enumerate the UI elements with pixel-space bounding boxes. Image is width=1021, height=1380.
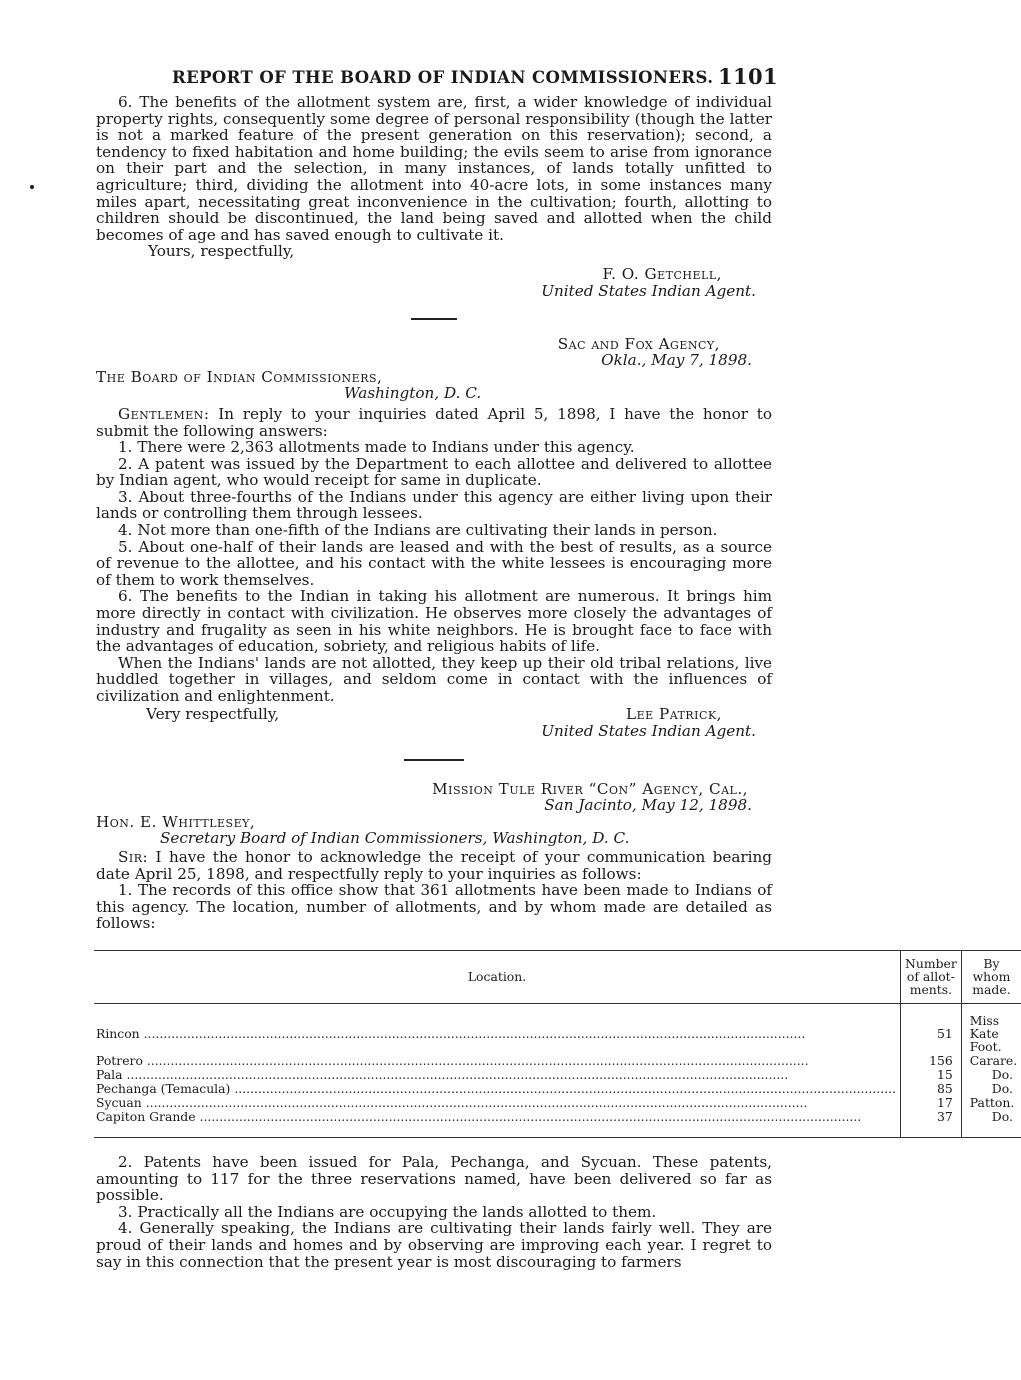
row-by-whom: Do. xyxy=(961,1109,1021,1138)
row-location: Sycuan ..... xyxy=(96,1096,896,1109)
row-location: Pechanga (Temacula) ..... xyxy=(96,1082,896,1095)
mission-dateline xyxy=(96,781,772,814)
mission-addressee-name: Hon. E. Whittlesey, xyxy=(96,812,256,831)
mission-intro xyxy=(96,849,772,882)
sac-fox-dateline xyxy=(96,336,772,369)
sac-fox-final-paragraph: When the Indians' lands are not allotted, they keep up their old tribal relations, live huddled together in villages, and seldom come in contact with the influences of civilization and enlightenment. xyxy=(96,653,772,705)
sac-fox-closing: Very respectfully, xyxy=(146,704,280,723)
document-page xyxy=(96,62,1018,1271)
table-header-row xyxy=(94,950,1021,1003)
page-number: 1101 xyxy=(717,64,778,89)
allotment-table xyxy=(94,950,1021,1138)
row-by-whom: Patton. xyxy=(961,1095,1021,1109)
table-row xyxy=(94,1095,1021,1109)
margin-dot xyxy=(30,185,34,189)
sac-fox-signature xyxy=(96,705,772,739)
mission-intro-text: I have the honor to acknowledge the receipt of your communication bearing date April 25, 1898, and respectfully reply to your inquiries as follows: xyxy=(96,847,772,883)
sac-fox-intro-text: In reply to your inquiries dated April 5, 1898, I have the honor to submit the following answers: xyxy=(96,404,772,440)
sac-fox-item-4: 4. Not more than one-fifth of the Indians are cultivating their lands in person. xyxy=(118,521,718,540)
row-number: 156 xyxy=(901,1053,962,1067)
getchell-closing: Yours, respectfully, xyxy=(148,242,295,261)
sac-fox-intro xyxy=(96,406,772,439)
sac-fox-salutation: Gentlemen: xyxy=(118,404,210,423)
mission-item-4: 4. Generally speaking, the Indians are cultivating their lands fairly well. They are proud of their lands and homes and by observing are improving each year. I regret to say in this connection that the present year is most discouraging to farmers xyxy=(96,1219,772,1271)
mission-date: San Jacinto, May 12, 1898. xyxy=(544,796,752,815)
mission-place: Mission Tule River “Con” Agency, Cal., xyxy=(432,779,748,798)
running-head-title: REPORT OF THE BOARD OF INDIAN COMMISSIONERS. xyxy=(172,68,714,87)
sac-fox-item-6: 6. The benefits to the Indian in taking his allotment are numerous. It brings him more directly in contact with civilization. He observes more closely the advantages of industry and frugality as seen in his white neighbors. He is brought face to face with the advantages of education, sobriety, and religious habits of life. xyxy=(96,587,772,656)
sac-fox-signer-name: Lee Patrick, xyxy=(626,704,722,723)
section-divider-2 xyxy=(404,759,464,761)
sac-fox-item-2: 2. A patent was issued by the Department to each allottee and delivered to allottee by Indian agent, who would receipt for same in duplicate. xyxy=(96,454,772,490)
getchell-signature xyxy=(96,266,772,300)
row-by-whom: Miss Kate Foot. xyxy=(961,1003,1021,1053)
table-row xyxy=(94,1053,1021,1067)
section-divider-1 xyxy=(411,318,457,320)
row-number: 37 xyxy=(901,1109,962,1138)
sac-fox-addressee-place: Washington, D. C. xyxy=(344,384,482,403)
sac-fox-signer-title: United States Indian Agent. xyxy=(541,721,756,740)
column-header-by-whom: By whom made. xyxy=(961,950,1021,1003)
row-number: 85 xyxy=(901,1081,962,1095)
sac-fox-item-3: 3. About three-fourths of the Indians under this agency are either living upon their lands or controlling them through lessees. xyxy=(96,487,772,523)
mission-item-1: 1. The records of this office show that 361 allotments have been made to Indians of this agency. The location, number of allotments, and by whom made are detailed as follows: xyxy=(96,881,772,933)
row-by-whom: Carare. xyxy=(961,1053,1021,1067)
sac-fox-item-1: 1. There were 2,363 allotments made to Indians under this agency. xyxy=(118,438,635,457)
mission-item-3: 3. Practically all the Indians are occupying the lands allotted to them. xyxy=(118,1202,657,1221)
getchell-paragraph-6: 6. The benefits of the allotment system are, first, a wider knowledge of individual property rights, consequently some degree of personal responsibility (though the latter is not a marked feature of the present generation on this reservation); second, a tendency to fixed habitation and home building; the evils seem to arise from ignorance on their part and the selection, in many instances, of lands totally unfitted to agriculture; third, dividing the allotment into 40-acre lots, in some instances many miles apart, necessitating great inconvenience in the cultivation; fourth, allotting to children should be discontinued, the land being saved and allotted when the child becomes of age and has saved enough to cultivate it. xyxy=(96,93,772,244)
column-header-number: Number of allot-ments. xyxy=(901,950,962,1003)
row-by-whom: Do. xyxy=(961,1081,1021,1095)
column-header-location: Location. xyxy=(94,950,901,1003)
row-location: Capiton Grande ..... xyxy=(96,1110,896,1123)
sac-fox-addressee-name: The Board of Indian Commissioners, xyxy=(96,367,383,386)
table-row xyxy=(94,1003,1021,1053)
sac-fox-place: Sac and Fox Agency, xyxy=(557,334,720,353)
mission-item-2: 2. Patents have been issued for Pala, Pechanga, and Sycuan. These patents, amounting to 117 for the three reservations named, have been delivered so far as possible. xyxy=(96,1152,772,1205)
row-number: 51 xyxy=(901,1003,962,1053)
table-row xyxy=(94,1081,1021,1095)
mission-addressee xyxy=(96,814,772,847)
sac-fox-addressee xyxy=(96,369,772,402)
getchell-signer-name: F. O. Getchell, xyxy=(602,264,722,283)
table-row xyxy=(94,1067,1021,1081)
row-by-whom: Do. xyxy=(961,1067,1021,1081)
sac-fox-date: Okla., May 7, 1898. xyxy=(601,351,752,370)
getchell-signer-title: United States Indian Agent. xyxy=(541,281,756,300)
row-location: Potrero ..... xyxy=(96,1054,896,1067)
row-number: 15 xyxy=(901,1067,962,1081)
row-location: Rincon ..... xyxy=(96,1027,896,1040)
row-number: 17 xyxy=(901,1095,962,1109)
row-location: Pala ..... xyxy=(96,1068,896,1081)
mission-salutation: Sir: xyxy=(118,847,149,866)
table-row xyxy=(94,1109,1021,1138)
running-head xyxy=(96,62,778,94)
sac-fox-item-5: 5. About one-half of their lands are leased and with the best of results, as a source of revenue to the allottee, and his contact with the white lessees is encouraging more of them to work themselves. xyxy=(96,537,772,589)
mission-addressee-title: Secretary Board of Indian Commissioners, Washington, D. C. xyxy=(160,829,630,848)
